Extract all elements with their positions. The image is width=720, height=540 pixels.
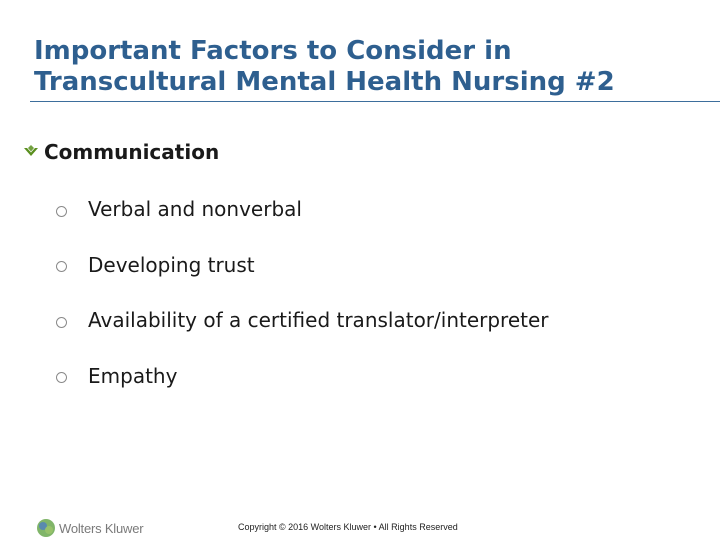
main-bullet — [22, 140, 219, 164]
slide-title — [34, 36, 714, 98]
list-item — [56, 248, 549, 282]
list-item — [56, 303, 549, 337]
copyright-text: Copyright © 2016 Wolters Kluwer • All Rights Reserved — [238, 522, 458, 532]
main-bullet-label: Communication — [44, 140, 220, 164]
circle-bullet-icon — [56, 261, 67, 272]
list-item-label: Availability of a certified translator/interpreter — [88, 308, 549, 332]
list-item-label: Developing trust — [88, 252, 255, 277]
wolters-kluwer-logo-icon — [36, 518, 56, 538]
list-item — [56, 192, 549, 226]
circle-bullet-icon — [56, 317, 67, 328]
sub-bullet-list — [56, 192, 549, 414]
slide-title-line-2: Transcultural Mental Health Nursing #2 — [34, 67, 615, 97]
title-divider — [30, 101, 720, 102]
list-item-label: Verbal and nonverbal — [88, 197, 302, 221]
wolters-kluwer-logo — [36, 518, 143, 538]
logo-text: Wolters Kluwer — [59, 520, 144, 536]
diamond-bullet-icon — [22, 142, 40, 162]
list-item — [56, 359, 549, 393]
circle-bullet-icon — [56, 206, 67, 217]
slide-title-line-1: Important Factors to Consider in — [34, 36, 512, 66]
list-item-label: Empathy — [88, 363, 178, 388]
circle-bullet-icon — [56, 372, 67, 383]
